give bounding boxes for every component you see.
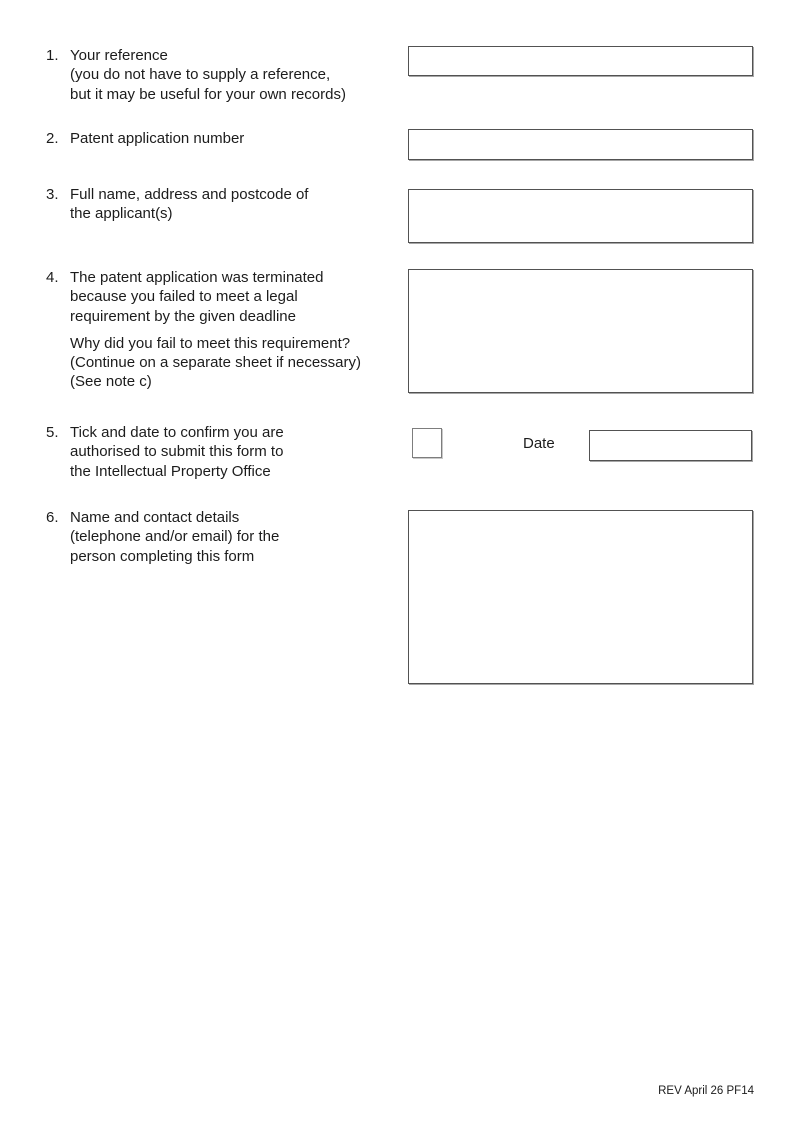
item-4-paragraph-1: The patent application was terminated because you failed to meet a legal requirement by the given deadline [70, 269, 324, 325]
item-3-number: 3. [46, 186, 59, 203]
applicant-details-input[interactable] [408, 189, 753, 243]
item-1 [46, 46, 412, 104]
item-3-text [70, 185, 412, 224]
item-1-paragraph: Your reference (you do not have to supply a reference, but it may be useful for your own records) [70, 47, 346, 103]
reference-input[interactable] [408, 46, 753, 76]
item-5-number: 5. [46, 424, 59, 441]
date-input[interactable] [589, 430, 752, 461]
item-2 [46, 129, 412, 148]
item-6-paragraph: Name and contact details (telephone and/or email) for the person completing this form [70, 509, 280, 565]
item-6-number: 6. [46, 509, 59, 526]
item-3 [46, 185, 412, 224]
item-2-number: 2. [46, 130, 59, 147]
authorised-checkbox[interactable] [412, 428, 442, 458]
item-3-paragraph: Full name, address and postcode of the applicant(s) [70, 186, 309, 223]
item-5 [46, 423, 412, 481]
item-6-text [70, 508, 412, 566]
item-4 [46, 268, 412, 392]
item-4-text [70, 268, 412, 392]
item-6 [46, 508, 412, 566]
contact-details-input[interactable] [408, 510, 753, 684]
failure-reason-input[interactable] [408, 269, 753, 393]
item-5-paragraph: Tick and date to confirm you are authorised to submit this form to the Intellectual Property Office [70, 424, 284, 480]
item-2-text [70, 129, 412, 148]
item-4-number: 4. [46, 269, 59, 286]
date-label: Date [523, 435, 555, 452]
item-1-text [70, 46, 412, 104]
item-4-paragraph-2: Why did you fail to meet this requirement? (Continue on a separate sheet if necessary) (See note c) [70, 334, 361, 391]
item-2-paragraph: Patent application number [70, 130, 245, 147]
item-1-number: 1. [46, 47, 59, 64]
item-5-text [70, 423, 412, 481]
application-number-input[interactable] [408, 129, 753, 160]
form-revision-mark: REV April 26 PF14 [658, 1085, 754, 1097]
